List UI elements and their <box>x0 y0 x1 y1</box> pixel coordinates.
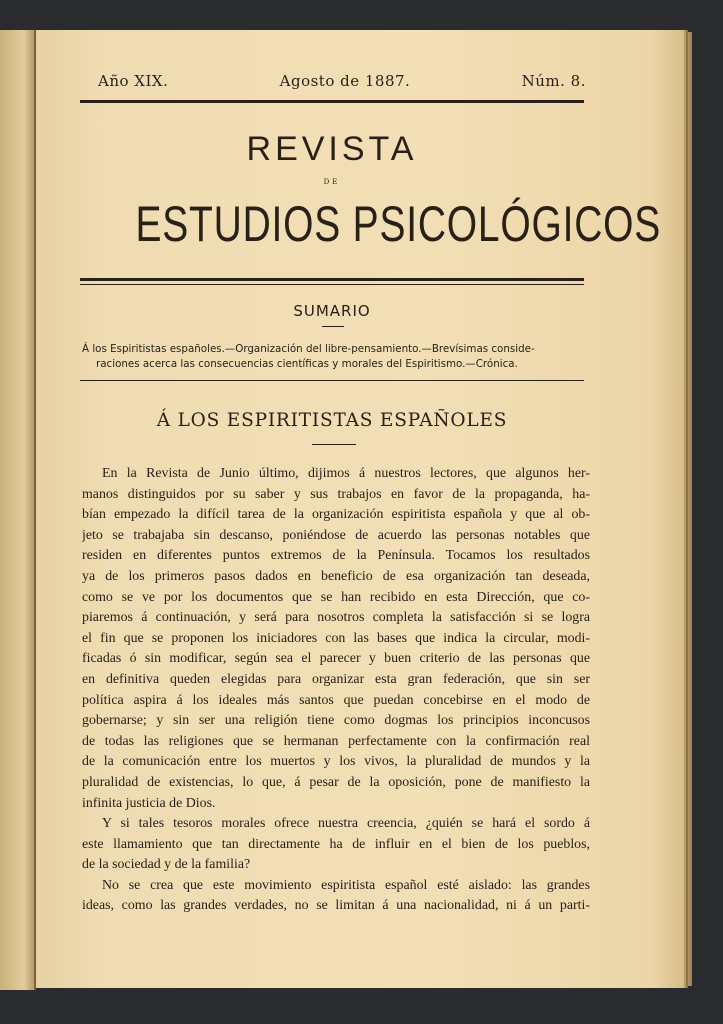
summary-line: raciones acerca las consecuencias científicas y morales del Espiritismo.—Crónica. <box>96 358 518 370</box>
facing-page-edge <box>0 30 36 990</box>
article-line: Y si tales tesoros morales ofrece nuestra creencia, ¿quién se hará el sordo á <box>102 816 590 832</box>
issue-date: Agosto de 1887. <box>279 72 411 90</box>
summary-divider <box>322 326 344 327</box>
article-line: piaremos á continuación, y será para nosotros completa la satisfacción si se logra <box>82 610 590 626</box>
article-line: de todas las religiones que se hermanan perfectamente con la confirmación real <box>82 733 590 749</box>
journal-title-line3: ESTUDIOS PSICOLÓGICOS <box>135 196 662 252</box>
summary-heading: SUMARIO <box>293 302 371 320</box>
article-line: de la comunicación entre los muertos y los vivos, la pluralidad de mundos y la <box>82 754 590 770</box>
article-line: pluralidad de existencias, lo que, á pesar de la oposición, pone de manifiesto la <box>82 774 590 790</box>
article-line: No se crea que este movimiento espiritista español esté aislado: las grandes <box>102 877 590 893</box>
article-line: ya de los primeros pasos dados en beneficio de esa organización tan deseada, <box>82 568 590 584</box>
title-rule-thin <box>80 284 584 285</box>
article-line: ideas, como las grandes verdades, no se limitan á una nacionalidad, ni á un parti- <box>82 898 590 914</box>
article-line: residen en diferentes puntos extremos de la Península. Tocamos los resultados <box>82 548 590 564</box>
article-line: el fin que se proponen los iniciadores con las bases que indica la circular, modi- <box>82 630 590 646</box>
article-line: como se ve por los documentos que se han recibido en esta Dirección, que co- <box>82 589 590 605</box>
masthead-rule <box>80 100 584 103</box>
article-line: ficadas ó sin modificar, según sea el parecer y buen criterio de las personas que <box>82 651 590 667</box>
summary-rule <box>80 380 584 381</box>
summary-line: Á los Espiritistas españoles.—Organización del libre-pensamiento.—Brevísimas conside- <box>82 343 535 355</box>
article-line: bían empezado la difícil tarea de la organización espiritista española y que al ob- <box>82 507 590 523</box>
article-line: jeto se trabajaba sin descanso, poniéndose de acuerdo las personas notables que <box>82 527 590 543</box>
journal-page <box>36 30 684 988</box>
article-title: Á LOS ESPIRITISTAS ESPAÑOLES <box>156 410 508 431</box>
article-line: manos distinguidos por su saber y sus trabajos en favor de la propaganda, ha- <box>82 486 590 502</box>
article-line: gobernarse; y sin ser una religión tiene como dogmas los principios inconcusos <box>82 713 590 729</box>
issue-number: Núm. 8. <box>521 72 586 90</box>
article-body <box>82 464 590 917</box>
journal-title-line2: DE <box>323 178 341 186</box>
article-line: este llamamiento que tan directamente ha de influir en el bien de los pueblos, <box>82 836 590 852</box>
article-line: infinita justicia de Dios. <box>82 795 216 811</box>
article-title-divider <box>312 444 356 445</box>
masthead <box>98 72 586 90</box>
title-rule <box>80 278 584 281</box>
page-fore-edge <box>684 32 692 986</box>
journal-title-line1: REVISTA <box>246 130 418 168</box>
article-line: en definitiva queden elegidas para organizar esta gran federación, que sin ser <box>82 671 590 687</box>
issue-year: Año XIX. <box>98 72 169 90</box>
article-line: En la Revista de Junio último, dijimos á nuestros lectores, que algunos her- <box>102 466 590 481</box>
article-line: política aspira á los ideales más santos que puedan concebirse en el modo de <box>82 692 590 708</box>
article-line: de la sociedad y de la familia? <box>82 857 251 873</box>
summary-text <box>82 342 588 372</box>
